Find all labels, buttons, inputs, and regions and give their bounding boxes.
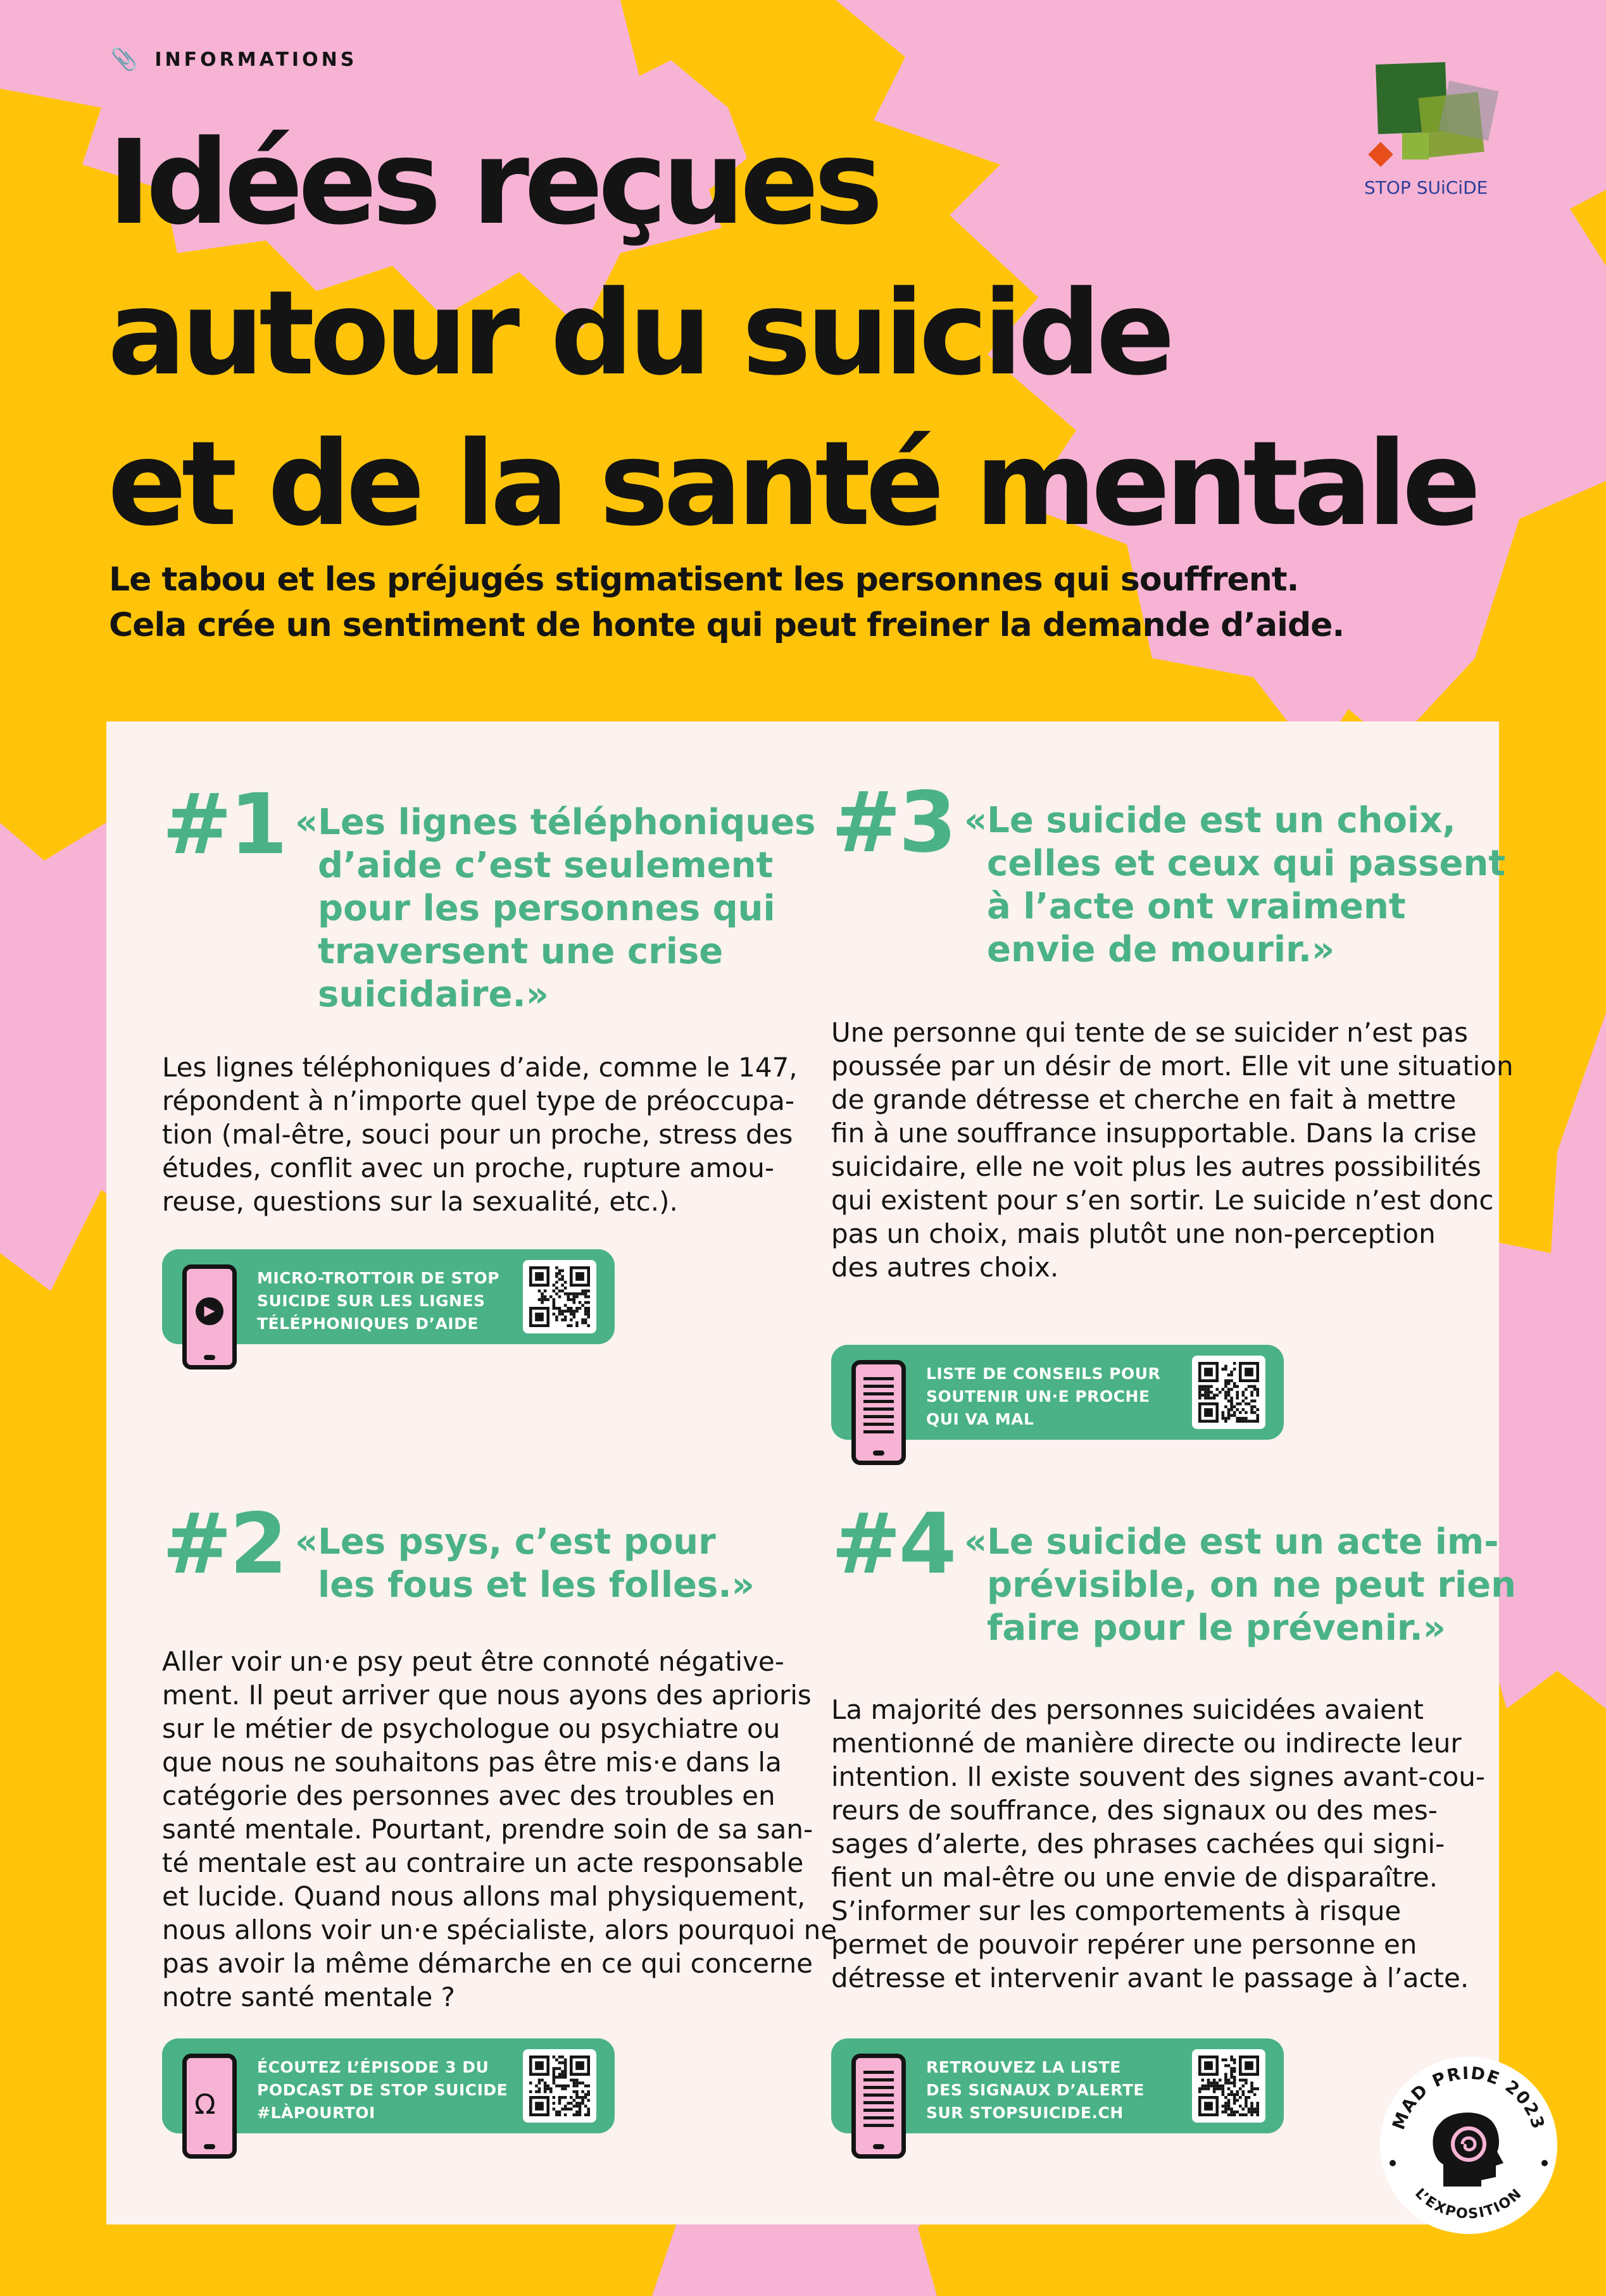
cta-line: LISTE DE CONSEILS POUR [926,1364,1161,1383]
body-line: notre santé mentale ? [162,1981,455,2012]
cta-label [926,1363,1179,1431]
myth-number: #2 [162,1495,285,1593]
quote-line: les fous et les folles.» [318,1564,755,1606]
myth-card-1 [162,776,816,1410]
page-title [108,108,1564,559]
quote-line: «Les lignes téléphoniques [295,802,816,843]
myth-card-3 [831,774,1514,1471]
myth-card-2 [162,1495,838,2193]
body-line: reurs de souffrance, des signaux ou des mes- [831,1795,1438,1826]
myth-quote [964,1521,1516,1650]
paperclip-icon: 📎 [111,47,141,72]
myth-number: #1 [162,776,285,873]
body-line: qui existent pour s’en sortir. Le suicide n’est donc [831,1185,1494,1216]
body-line: Aller voir un·e psy peut être connoté négative- [162,1646,784,1677]
title-line: autour du suicide [108,266,1170,401]
quote-line: suicidaire.» [318,974,549,1015]
body-line: té mentale est au contraire un acte responsable [162,1847,804,1878]
document-icon [851,2054,906,2159]
cta-line: RETROUVEZ LA LISTE [926,2058,1121,2076]
cta-line: SUR STOPSUICIDE.CH [926,2104,1124,2122]
myth-quote [295,801,816,1016]
body-line: poussée par un désir de mort. Elle vit une situation [831,1051,1514,1082]
qr-code-icon[interactable] [523,2049,596,2123]
quote-line: à l’acte ont vraiment [987,886,1406,927]
cta-line: SOUTENIR UN·E PROCHE [926,1387,1150,1406]
body-line: Les lignes téléphoniques d’aide, comme le 147, [162,1052,798,1083]
content-panel [106,721,1516,2224]
tag-label: INFORMATIONS [154,48,358,71]
myth-body [162,1645,838,2014]
cta-line: #LÀPOURTOI [257,2104,375,2122]
cta-line: DES SIGNAUX D’ALERTE [926,2081,1145,2099]
myth-quote [964,799,1506,971]
video-play-icon: ▶ [182,1264,237,1369]
body-line: mentionné de manière directe ou indirecte leur [831,1728,1462,1759]
quote-line: «Le suicide est un acte im- [964,1521,1499,1563]
quote-line: d’aide c’est seulement [318,845,774,886]
cta-button[interactable] [831,2038,1284,2133]
quote-line: «Les psys, c’est pour [295,1521,716,1563]
myth-body [162,1051,798,1218]
cta-line: PODCAST DE STOP SUICIDE [257,2081,508,2099]
qr-code-icon[interactable] [1192,2049,1265,2123]
myth-number: #4 [831,1495,955,1593]
body-line: détresse et intervenir avant le passage à l’acte. [831,1962,1469,1993]
body-line: Une personne qui tente de se suicider n’est pas [831,1017,1468,1048]
body-line: catégorie des personnes avec des troubles en [162,1780,775,1811]
myth-body [831,1016,1514,1284]
cta-button[interactable] [162,1249,615,1344]
quote-line: faire pour le prévenir.» [987,1607,1446,1649]
body-line: sur le métier de psychologue ou psychiatre ou [162,1713,781,1744]
qr-code-icon[interactable] [523,1260,596,1333]
body-line: La majorité des personnes suicidées avaient [831,1694,1424,1725]
cta-line: QUI VA MAL [926,1410,1034,1428]
myth-number: #3 [831,774,955,871]
quote-line: celles et ceux qui passent [987,843,1506,884]
badge-top-text: MAD PRIDE 2023 [1389,2063,1548,2133]
body-line: que nous ne souhaitons pas être mis·e dans la [162,1747,782,1778]
body-line: et lucide. Quand nous allons mal physiquement, [162,1881,806,1912]
cta-button[interactable] [162,2038,615,2133]
body-line: nous allons voir un·e spécialiste, alors pourquoi ne [162,1914,838,1945]
body-line: sages d’alerte, des phrases cachées qui signi- [831,1828,1445,1859]
body-line: de grande détresse et cherche en fait à mettre [831,1084,1457,1115]
logo-text: STOP SUiCiDE [1364,177,1488,198]
myth-body [831,1693,1486,1995]
title-line: Idées reçues [108,115,879,251]
cta-label [257,2056,510,2124]
cta-line: ÉCOUTEZ L’ÉPISODE 3 DU [257,2058,489,2076]
title-line: et de la santé mentale [108,416,1476,552]
cta-line: SUICIDE SUR LES LIGNES [257,1292,486,1310]
cta-line: TÉLÉPHONIQUES D’AIDE [257,1314,479,1333]
quote-line: «Le suicide est un choix, [964,800,1456,841]
body-line: fient un mal-être ou une envie de disparaître. [831,1862,1438,1893]
body-line: S’informer sur les comportements à risque [831,1895,1402,1926]
intro-text [109,557,1438,648]
cta-label [257,1267,510,1335]
document-icon [851,1360,906,1465]
cta-button[interactable] [831,1345,1284,1440]
body-line: permet de pouvoir repérer une personne en [831,1929,1417,1960]
body-line: intention. Il existe souvent des signes avant-cou- [831,1761,1486,1792]
badge-bottom-text: L’EXPOSITION [1412,2185,1526,2223]
body-line: tion (mal-être, souci pour un proche, stress des [162,1119,793,1150]
quote-line: prévisible, on ne peut rien [987,1564,1516,1606]
body-line: pas un choix, mais plutôt une non-perception [831,1218,1436,1249]
body-line: des autres choix. [831,1252,1059,1283]
body-line: fin à une souffrance insupportable. Dans la crise [831,1118,1477,1149]
headphones-icon: Ω [182,2054,237,2159]
quote-line: traversent une crise [318,931,724,972]
body-line: reuse, questions sur la sexualité, etc.). [162,1186,678,1217]
body-line: suicidaire, elle ne voit plus les autres possibilités [831,1151,1481,1182]
body-line: santé mentale. Pourtant, prendre soin de sa san- [162,1814,813,1845]
body-line: répondent à n’importe quel type de préoccupa- [162,1085,795,1116]
myth-quote [295,1521,789,1607]
quote-line: pour les personnes qui [318,888,775,929]
quote-line: envie de mourir.» [987,929,1335,970]
mad-pride-badge [1374,2050,1564,2240]
body-line: pas avoir la même démarche en ce qui concerne [162,1948,813,1979]
intro-line: Le tabou et les préjugés stigmatisent les personnes qui souffrent. [109,561,1299,599]
body-line: études, conflit avec un proche, rupture amou- [162,1152,775,1183]
intro-line: Cela crée un sentiment de honte qui peut freiner la demande d’aide. [109,606,1345,644]
qr-code-icon[interactable] [1192,1356,1265,1429]
section-tag [111,47,357,72]
body-line: ment. Il peut arriver que nous ayons des aprioris [162,1680,812,1711]
cta-label [926,2056,1179,2124]
cta-line: MICRO-TROTTOIR DE STOP [257,1269,500,1287]
